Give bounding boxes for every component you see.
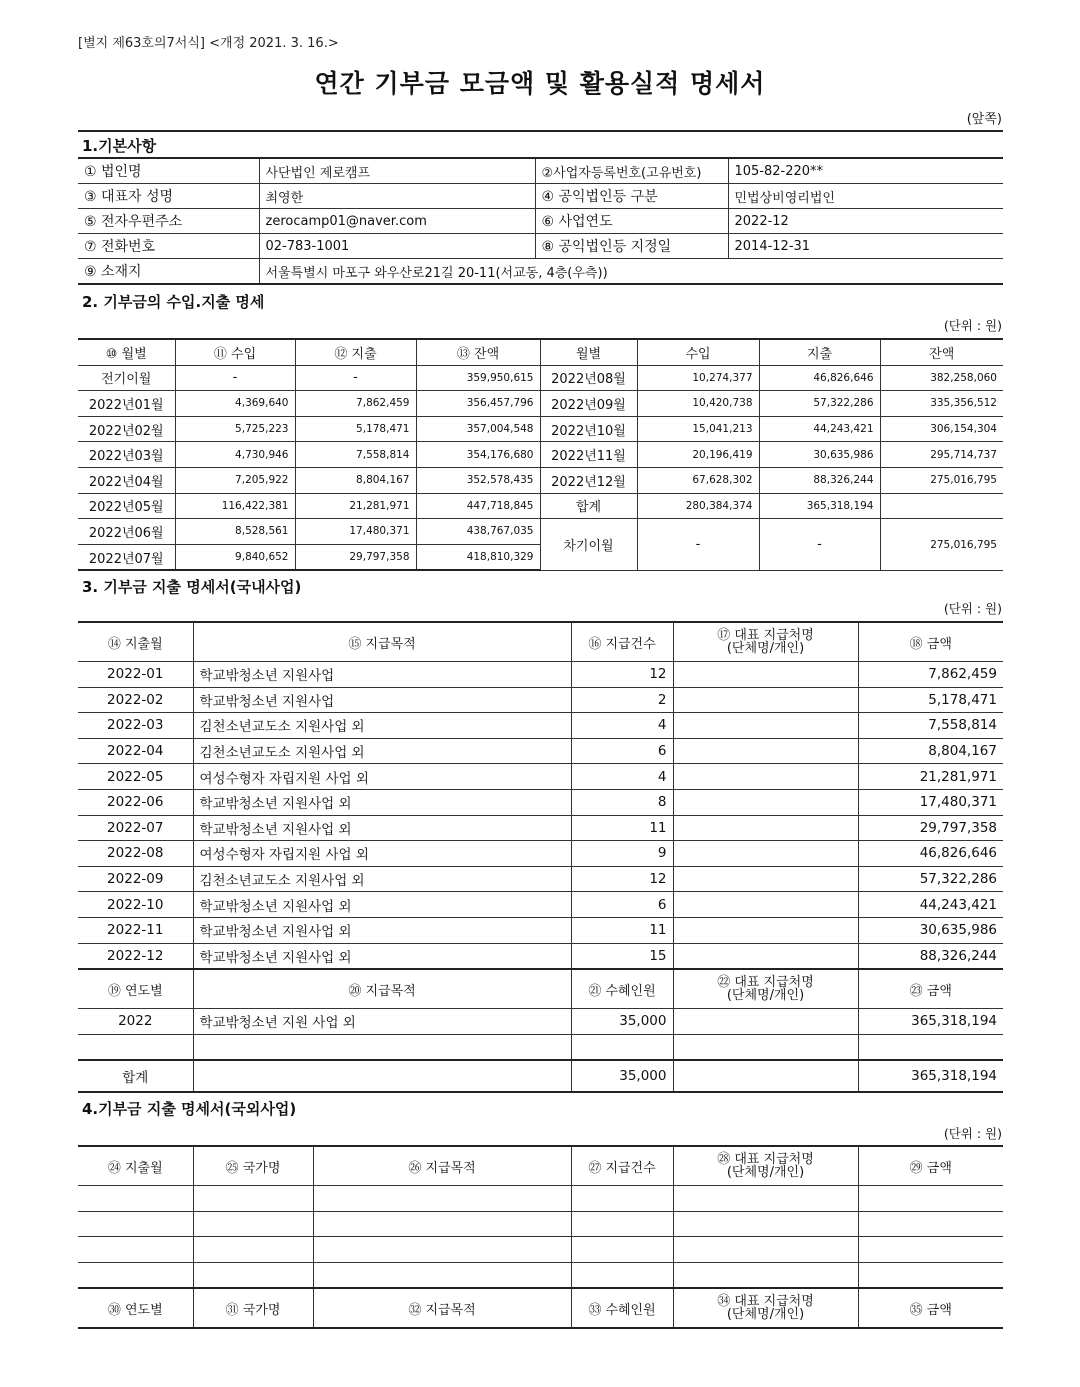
balance-cell: 354,176,680 [416, 442, 540, 468]
table-row [78, 687, 1003, 713]
section2-title: 2. 기부금의 수입.지출 명세 [82, 293, 265, 311]
total-label: 합계 [78, 1060, 193, 1092]
empty-cell [571, 1237, 673, 1263]
header-line: (단체명/개인) [726, 988, 805, 1004]
amount-cell: 29,797,358 [858, 815, 1003, 841]
count-cell: 12 [571, 662, 673, 688]
empty-cell [193, 1034, 571, 1060]
table-row [78, 442, 1003, 468]
page-title: 연간 기부금 모금액 및 활용실적 명세서 [314, 69, 766, 98]
balance-cell: 356,457,796 [416, 391, 540, 417]
table-row [78, 866, 1003, 892]
balance-cell: 447,718,845 [416, 493, 540, 519]
empty-cell [193, 1186, 313, 1212]
column-header [673, 622, 858, 662]
balance-cell: 357,004,548 [416, 416, 540, 442]
column-header [673, 1288, 858, 1328]
payee-cell [673, 943, 858, 969]
expense-cell: 8,804,167 [295, 467, 416, 493]
empty-cell [313, 1262, 571, 1288]
table-row [78, 391, 1003, 417]
field-label: ⑨ 소재지 [78, 259, 259, 285]
month-cell: 2022-12 [78, 943, 193, 969]
empty-cell [858, 1186, 1003, 1212]
empty-cell [858, 1237, 1003, 1263]
expense-cell: 5,178,471 [295, 416, 416, 442]
page-side-label: (앞쪽) [966, 112, 1002, 127]
table-row [78, 1262, 1003, 1288]
empty-cell [78, 1186, 193, 1212]
column-header: ㉖ 지급목적 [313, 1146, 571, 1186]
header-line: ㉘ 대표 지급처명 [717, 1152, 814, 1167]
field-label: ④ 공익법인등 구분 [535, 184, 728, 209]
count-cell: 8 [571, 789, 673, 815]
amount-cell: 57,322,286 [858, 866, 1003, 892]
count-cell: 11 [571, 917, 673, 943]
payee-cell [673, 892, 858, 918]
purpose-cell: 김천소년교도소 지원사업 외 [193, 713, 571, 739]
column-header: ⑯ 지급건수 [571, 622, 673, 662]
column-header [673, 1146, 858, 1186]
expense-cell: 21,281,971 [295, 493, 416, 519]
payee-cell [673, 917, 858, 943]
empty-cell [673, 1034, 858, 1060]
expense-cell: 88,326,244 [759, 467, 880, 493]
payee-cell [673, 841, 858, 867]
table-row [78, 789, 1003, 815]
balance-cell: 438,767,035 [416, 519, 540, 545]
designation-date-value: 2014-12-31 [728, 234, 1003, 259]
count-cell: 11 [571, 815, 673, 841]
column-header: 수입 [637, 339, 759, 365]
table-row [78, 764, 1003, 790]
count-cell: 15 [571, 943, 673, 969]
total-label: 합계 [540, 493, 637, 519]
income-cell: 15,041,213 [637, 416, 759, 442]
people-cell: 35,000 [571, 1009, 673, 1035]
table-row [78, 234, 1003, 259]
expense-cell: - [295, 365, 416, 391]
empty-cell [858, 1034, 1003, 1060]
column-header: ㉜ 지급목적 [313, 1288, 571, 1328]
expense-cell: 7,862,459 [295, 391, 416, 417]
income-cell: 116,422,381 [175, 493, 295, 519]
expense-cell: 29,797,358 [295, 544, 416, 570]
purpose-cell: 학교밖청소년 지원사업 외 [193, 789, 571, 815]
empty-cell [78, 1262, 193, 1288]
payee-cell [673, 687, 858, 713]
empty-cell [858, 1262, 1003, 1288]
table-row [78, 1034, 1003, 1060]
field-label: ②사업자등록번호(고유번호) [535, 158, 728, 184]
column-header: ㉔ 지출월 [78, 1146, 193, 1186]
amount-cell: 30,635,986 [858, 917, 1003, 943]
header-row [78, 622, 1003, 662]
purpose-cell: 학교밖청소년 지원사업 외 [193, 917, 571, 943]
balance-cell: 306,154,304 [880, 416, 1003, 442]
income-cell: 10,420,738 [637, 391, 759, 417]
purpose-cell: 김천소년교도소 지원사업 외 [193, 866, 571, 892]
carry-expense-cell: - [759, 519, 880, 571]
empty-cell [313, 1211, 571, 1237]
column-header: ⑪ 수입 [175, 339, 295, 365]
column-header: ⑮ 지급목적 [193, 622, 571, 662]
total-income-cell: 280,384,374 [637, 493, 759, 519]
month-cell: 2022-04 [78, 738, 193, 764]
balance-cell: 335,356,512 [880, 391, 1003, 417]
empty-cell [673, 1186, 858, 1212]
empty-cell [78, 1211, 193, 1237]
header-line: ㉒ 대표 지급처명 [717, 975, 814, 991]
month-cell: 2022-01 [78, 662, 193, 688]
column-header: 월별 [540, 339, 637, 365]
representative-value: 최영한 [259, 184, 535, 209]
email-value: zerocamp01@naver.com [259, 209, 535, 234]
amount-cell: 21,281,971 [858, 764, 1003, 790]
empty-cell [673, 1237, 858, 1263]
purpose-cell: 학교밖청소년 지원사업 외 [193, 815, 571, 841]
amount-cell: 7,862,459 [858, 662, 1003, 688]
empty-cell [193, 1211, 313, 1237]
income-cell: 10,274,377 [637, 365, 759, 391]
column-header: ㉚ 연도별 [78, 1288, 193, 1328]
payee-cell [673, 815, 858, 841]
month-cell: 2022-03 [78, 713, 193, 739]
header-line: ⑰ 대표 지급처명 [717, 628, 814, 643]
count-cell: 6 [571, 738, 673, 764]
payee-cell [673, 662, 858, 688]
income-cell: 5,725,223 [175, 416, 295, 442]
month-cell: 2022년06월 [78, 519, 175, 545]
table-row [78, 416, 1003, 442]
table-row [78, 1237, 1003, 1263]
total-expense-cell: 365,318,194 [759, 493, 880, 519]
address-value: 서울특별시 마포구 와우산로21길 20-11(서교동, 4층(우측)) [259, 259, 1003, 285]
table-row [78, 259, 1003, 285]
empty-cell [858, 1211, 1003, 1237]
unit-label: (단위 : 원) [943, 1126, 1002, 1141]
balance-cell: 295,714,737 [880, 442, 1003, 468]
amount-cell: 7,558,814 [858, 713, 1003, 739]
section3-title: 3. 기부금 지출 명세서(국내사업) [82, 578, 302, 596]
header-line: ㉞ 대표 지급처명 [717, 1294, 814, 1309]
column-header: ⑭ 지출월 [78, 622, 193, 662]
column-header: ⑳ 지급목적 [193, 969, 571, 1009]
amount-cell: 88,326,244 [858, 943, 1003, 969]
corp-name-value: 사단법인 제로캠프 [259, 158, 535, 184]
month-cell: 2022년07월 [78, 544, 175, 570]
column-header: ⑲ 연도별 [78, 969, 193, 1009]
field-label: ⑤ 전자우편주소 [78, 209, 259, 234]
month-cell: 2022년10월 [540, 416, 637, 442]
total-amount-cell: 365,318,194 [858, 1060, 1003, 1092]
income-cell: 4,730,946 [175, 442, 295, 468]
total-balance-cell [880, 493, 1003, 519]
empty-cell [673, 1262, 858, 1288]
corp-type-value: 민법상비영리법인 [728, 184, 1003, 209]
header-row [78, 1146, 1003, 1186]
business-year-value: 2022-12 [728, 209, 1003, 234]
month-cell: 2022-06 [78, 789, 193, 815]
column-header: ⑩ 월별 [78, 339, 175, 365]
section4-title: 4.기부금 지출 명세서(국외사업) [82, 1100, 297, 1118]
balance-cell: 352,578,435 [416, 467, 540, 493]
empty-cell [571, 1034, 673, 1060]
month-cell: 2022-11 [78, 917, 193, 943]
empty-cell [78, 1034, 193, 1060]
count-cell: 6 [571, 892, 673, 918]
month-cell: 2022-07 [78, 815, 193, 841]
form-identifier: [별지 제63호의7서식] <개정 2021. 3. 16.> [78, 36, 339, 51]
header-line: (단체명/개인) [726, 1165, 805, 1180]
section-divider [78, 130, 1003, 132]
purpose-cell: 김천소년교도소 지원사업 외 [193, 738, 571, 764]
field-label: ③ 대표자 성명 [78, 184, 259, 209]
month-cell: 전기이월 [78, 365, 175, 391]
month-cell: 2022년04월 [78, 467, 175, 493]
count-cell: 4 [571, 713, 673, 739]
table-row [78, 841, 1003, 867]
count-cell: 12 [571, 866, 673, 892]
expense-cell: 30,635,986 [759, 442, 880, 468]
count-cell: 9 [571, 841, 673, 867]
balance-cell: 359,950,615 [416, 365, 540, 391]
empty-cell [193, 1262, 313, 1288]
unit-label: (단위 : 원) [943, 601, 1002, 616]
table-row [78, 184, 1003, 209]
month-cell: 2022-05 [78, 764, 193, 790]
total-people-cell: 35,000 [571, 1060, 673, 1092]
total-row [78, 1060, 1003, 1092]
column-header: ㉝ 수혜인원 [571, 1288, 673, 1328]
header-line: (단체명/개인) [726, 1307, 805, 1322]
amount-cell: 46,826,646 [858, 841, 1003, 867]
income-cell: 7,205,922 [175, 467, 295, 493]
month-cell: 2022년09월 [540, 391, 637, 417]
column-header: ⑫ 지출 [295, 339, 416, 365]
month-cell: 2022년05월 [78, 493, 175, 519]
column-header: ⑱ 금액 [858, 622, 1003, 662]
month-cell: 2022년11월 [540, 442, 637, 468]
count-cell: 2 [571, 687, 673, 713]
balance-cell: 382,258,060 [880, 365, 1003, 391]
empty-cell [193, 1237, 313, 1263]
amount-cell: 5,178,471 [858, 687, 1003, 713]
header-row [78, 969, 1003, 1009]
table-row [78, 662, 1003, 688]
table-row [78, 493, 1003, 519]
column-header: ㉛ 국가명 [193, 1288, 313, 1328]
income-cell: 20,196,419 [637, 442, 759, 468]
empty-cell [313, 1186, 571, 1212]
table-row [78, 738, 1003, 764]
field-label: ⑦ 전화번호 [78, 234, 259, 259]
payee-cell [673, 738, 858, 764]
amount-cell: 17,480,371 [858, 789, 1003, 815]
empty-cell [673, 1211, 858, 1237]
income-cell: 9,840,652 [175, 544, 295, 570]
payee-cell [673, 713, 858, 739]
expense-cell: 46,826,646 [759, 365, 880, 391]
purpose-cell: 여성수형자 자립지원 사업 외 [193, 764, 571, 790]
month-cell: 2022-08 [78, 841, 193, 867]
table-row [78, 917, 1003, 943]
expense-cell: 57,322,286 [759, 391, 880, 417]
month-cell: 2022-02 [78, 687, 193, 713]
purpose-cell: 여성수형자 자립지원 사업 외 [193, 841, 571, 867]
purpose-cell: 학교밖청소년 지원사업 외 [193, 892, 571, 918]
empty-cell [78, 1237, 193, 1263]
table-row [78, 892, 1003, 918]
header-row [78, 339, 1003, 365]
income-cell: - [175, 365, 295, 391]
table-row [78, 519, 1003, 545]
payee-cell [673, 866, 858, 892]
expense-cell: 44,243,421 [759, 416, 880, 442]
empty-cell [313, 1237, 571, 1263]
carry-income-cell: - [637, 519, 759, 571]
payee-cell [673, 789, 858, 815]
column-header: 지출 [759, 339, 880, 365]
year-cell: 2022 [78, 1009, 193, 1035]
field-label: ⑥ 사업연도 [535, 209, 728, 234]
empty-cell [571, 1211, 673, 1237]
table-row [78, 713, 1003, 739]
income-cell: 4,369,640 [175, 391, 295, 417]
purpose-cell: 학교밖청소년 지원사업 [193, 662, 571, 688]
field-label: ① 법인명 [78, 158, 259, 184]
month-cell: 2022년01월 [78, 391, 175, 417]
unit-label: (단위 : 원) [943, 318, 1002, 333]
income-cell: 67,628,302 [637, 467, 759, 493]
expense-cell: 7,558,814 [295, 442, 416, 468]
balance-cell: 275,016,795 [880, 467, 1003, 493]
month-cell: 2022년08월 [540, 365, 637, 391]
table-row [78, 815, 1003, 841]
field-label: ⑧ 공익법인등 지정일 [535, 234, 728, 259]
amount-cell: 44,243,421 [858, 892, 1003, 918]
column-header: ㉓ 금액 [858, 969, 1003, 1009]
table-row [78, 158, 1003, 184]
purpose-cell: 학교밖청소년 지원 사업 외 [193, 1009, 571, 1035]
empty-cell [571, 1186, 673, 1212]
column-header: ㉗ 지급건수 [571, 1146, 673, 1186]
carry-over-label: 차기이월 [540, 519, 637, 571]
payee-cell [673, 1009, 858, 1035]
empty-cell [193, 1060, 571, 1092]
column-header: ⑬ 잔액 [416, 339, 540, 365]
table-row [78, 467, 1003, 493]
column-header: ㉟ 금액 [858, 1288, 1003, 1328]
column-header: 잔액 [880, 339, 1003, 365]
income-cell: 8,528,561 [175, 519, 295, 545]
column-header: ㉑ 수혜인원 [571, 969, 673, 1009]
purpose-cell: 학교밖청소년 지원사업 외 [193, 943, 571, 969]
phone-value: 02-783-1001 [259, 234, 535, 259]
overseas-expense-table [78, 1145, 1003, 1329]
month-cell: 2022-10 [78, 892, 193, 918]
domestic-expense-table [78, 621, 1003, 1093]
table-row [78, 1211, 1003, 1237]
header-line: (단체명/개인) [726, 641, 805, 656]
month-cell: 2022년03월 [78, 442, 175, 468]
carry-balance-cell: 275,016,795 [880, 519, 1003, 571]
empty-cell [571, 1262, 673, 1288]
column-header [673, 969, 858, 1009]
month-cell: 2022년12월 [540, 467, 637, 493]
biz-reg-number-value: 105-82-220** [728, 158, 1003, 184]
table-row [78, 1009, 1003, 1035]
column-header: ㉕ 국가명 [193, 1146, 313, 1186]
empty-cell [673, 1060, 858, 1092]
amount-cell: 8,804,167 [858, 738, 1003, 764]
header-row [78, 1288, 1003, 1328]
income-expense-table [78, 338, 1003, 571]
table-row [78, 209, 1003, 234]
count-cell: 4 [571, 764, 673, 790]
section1-title: 1.기본사항 [82, 137, 157, 155]
table-row [78, 365, 1003, 391]
amount-cell: 365,318,194 [858, 1009, 1003, 1035]
balance-cell: 418,810,329 [416, 544, 540, 570]
column-header: ㉙ 금액 [858, 1146, 1003, 1186]
expense-cell: 17,480,371 [295, 519, 416, 545]
basic-info-table [78, 157, 1003, 285]
table-row [78, 943, 1003, 969]
purpose-cell: 학교밖청소년 지원사업 [193, 687, 571, 713]
month-cell: 2022년02월 [78, 416, 175, 442]
payee-cell [673, 764, 858, 790]
table-row [78, 1186, 1003, 1212]
month-cell: 2022-09 [78, 866, 193, 892]
